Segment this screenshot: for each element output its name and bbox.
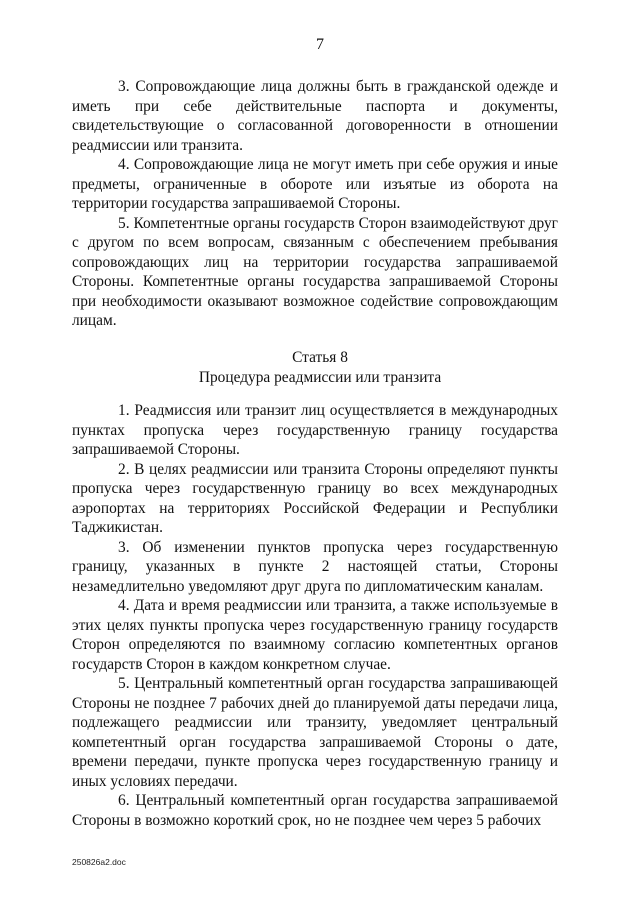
article-title: Процедура реадмиссии или транзита (198, 368, 442, 386)
page-number: 7 (316, 36, 324, 53)
article-8-paragraph-6: 6. Центральный компетентный орган государства запрашиваемой Стороны в возможно короткий срок, но не позднее чем через 5 рабочих (72, 792, 558, 829)
article-8-paragraph-4: 4. Дата и время реадмиссии или транзита, а также используемые в этих целях пункты пропуска через государственную границу государств Сторон определяются по взаимному согласию компетентных органов государств Сторон в каждом конкретном случае. (72, 597, 558, 673)
article-number: Статья 8 (292, 349, 348, 366)
paragraph-4: 4. Сопровождающие лица не могут иметь при себе оружия и иные предметы, ограниченные в обороте или изъятые из оборота на территории государства запрашиваемой Стороны. (72, 156, 558, 212)
article-8-paragraph-5: 5. Центральный компетентный орган государства запрашивающей Стороны не позднее 7 рабочих дней до планируемой даты передачи лица, подлежащего реадмиссии или транзиту, уведомляет центральный компетентный орган государства запрашиваемой Стороны о дате, времени передачи, пункте пропуска через государственную границу и иных условиях передачи. (72, 675, 558, 790)
text-block-top (72, 77, 558, 331)
article-8-paragraph-1: 1. Реадмиссия или транзит лиц осуществляется в международных пунктах пропуска через государственную границу государства запрашиваемой Стороны. (72, 402, 558, 458)
article-heading (0, 348, 640, 387)
paragraph-3: 3. Сопровождающие лица должны быть в гражданской одежде и иметь при себе действительные паспорта и документы, свидетельствующие о согласованной договоренности в отношении реадмиссии или транзита. (72, 78, 558, 154)
text-block-article-8 (72, 401, 558, 830)
footer-filename: 250826a2.doc (72, 857, 126, 867)
article-8-paragraph-2: 2. В целях реадмиссии или транзита Стороны определяют пункты пропуска через государственную границу во всех международных аэропортах на территориях Российской Федерации и Республики Таджикистан. (72, 460, 558, 536)
article-8-paragraph-3: 3. Об изменении пунктов пропуска через государственную границу, указанных в пункте 2 настоящей статьи, Стороны незамедлительно уведомляют друг друга по дипломатическим каналам. (72, 538, 558, 595)
paragraph-5: 5. Компетентные органы государств Сторон взаимодействуют друг с другом по всем вопросам, связанным с обеспечением пребывания сопровождающих лиц на территории государства запрашиваемой Стороны. Компетентные органы государства запрашиваемой Стороны при необходимости оказывают возможное содействие сопровождающим лицам. (72, 214, 558, 329)
